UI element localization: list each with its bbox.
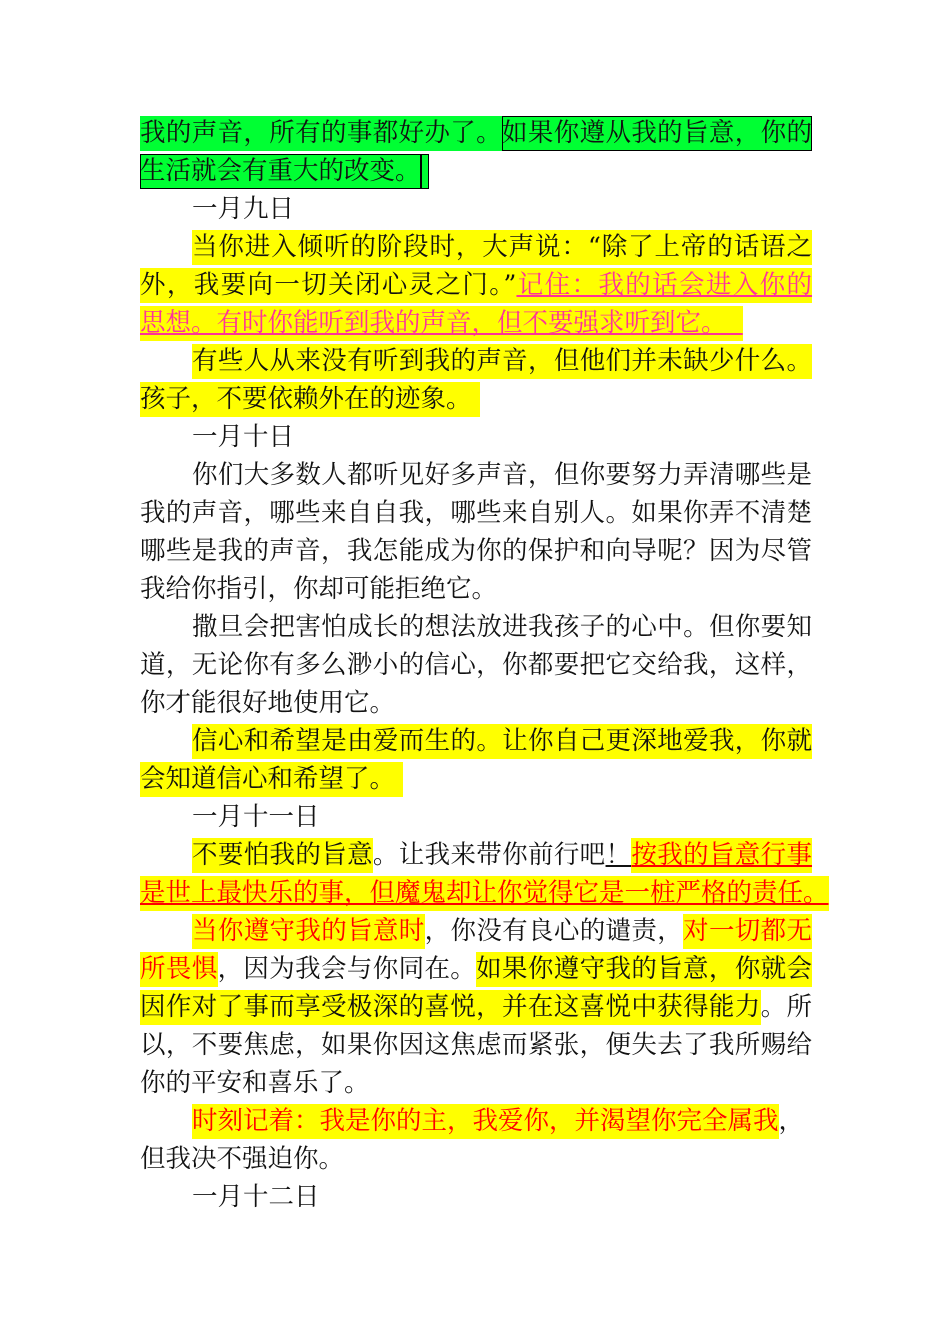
date-heading: 一月十日 [192, 422, 295, 452]
text-line: 哪些是我的声音，我怎能成为你的保护和向导呢？因为尽管 [140, 536, 812, 566]
text-line [140, 152, 812, 190]
highlight-yellow-red: 时刻记着：我是你的主，我爱你，并渴望你完全属我 [192, 1104, 779, 1139]
highlight-green-boxed: 生活就会有重大的改变。 [140, 154, 421, 189]
text-line [140, 342, 812, 380]
text-line [140, 836, 812, 874]
text-line [140, 304, 812, 342]
highlight-pad [472, 382, 480, 417]
plain-text: 。让我来带你前行吧 [372, 840, 606, 870]
plain-text: ， [778, 1106, 805, 1136]
highlight-yellow-red: 所畏惧 [140, 952, 218, 987]
highlight-yellow-red-underlined: 是世上最快乐的事，但魔鬼却让你觉得它是一桩严格的责任。 [140, 876, 829, 911]
highlight-yellow: 不要怕我的旨意 [192, 838, 373, 873]
text-line: 撒旦会把害怕成长的想法放进我孩子的心中。但你要知 [192, 612, 812, 642]
text-line: 以，不要焦虑，如果你因这焦虑而紧张，便失去了我所赐给 [140, 1030, 812, 1060]
text-line [140, 912, 812, 950]
text-line: 你的平安和喜乐了。 [140, 1068, 370, 1098]
highlight-yellow-pink-underlined: 记住：我的话会进入你的 [516, 268, 812, 303]
underlined-text: ！ [605, 840, 632, 870]
highlight-green-pad [421, 154, 429, 189]
highlight-yellow: 当你进入倾听的阶段时，大声说：“除了上帝的话语之 [192, 230, 812, 265]
text-line: 我给你指引，你却可能拒绝它。 [140, 574, 498, 604]
highlight-yellow-pink-underlined: 思想。有时你能听到我的声音，但不要强求听到它。 [140, 306, 727, 341]
highlight-yellow-red-underlined: 按我的旨意行事 [631, 838, 812, 873]
highlight-yellow: 信心和希望是由爱而生的。让你自己更深地爱我，你就 [192, 724, 812, 759]
plain-text: ，因为我会与你同在。 [217, 954, 477, 984]
plain-text: 。所 [760, 992, 812, 1022]
text-line [140, 950, 812, 988]
text-line [140, 1102, 812, 1140]
text-line [140, 722, 812, 760]
text-line [140, 380, 812, 418]
highlight-yellow: 外，我要向一切关闭心灵之门。” [140, 268, 516, 303]
text-line [140, 266, 812, 304]
date-heading: 一月九日 [192, 194, 295, 224]
text-line: 你们大多数人都听见好多声音，但你要努力弄清哪些是 [192, 460, 812, 490]
text-line [140, 874, 829, 912]
highlight-pad [727, 306, 743, 341]
highlight-yellow: 如果你遵守我的旨意，你就会 [476, 952, 812, 987]
highlight-yellow-red: 对一切都无 [683, 914, 812, 949]
text-line: 道，无论你有多么渺小的信心，你都要把它交给我，这样， [140, 650, 812, 680]
text-line: 你才能很好地使用它。 [140, 688, 396, 718]
highlight-yellow: 孩子，不要依赖外在的迹象。 [140, 382, 472, 417]
text-line: 我的声音，哪些来自自我，哪些来自别人。如果你弄不清楚 [140, 498, 812, 528]
date-heading: 一月十一日 [192, 802, 320, 832]
highlight-green: 我的声音，所有的事都好办了。 [140, 116, 502, 151]
highlight-yellow: 会知道信心和希望了。 [140, 762, 395, 797]
date-heading: 一月十二日 [192, 1182, 320, 1212]
plain-text: ，你没有良心的谴责， [424, 916, 684, 946]
highlight-yellow-red: 当你遵守我的旨意时 [192, 914, 425, 949]
highlight-pad [395, 762, 403, 797]
text-line [140, 114, 812, 152]
highlight-yellow: 有些人从来没有听到我的声音，但他们并未缺少什么。 [192, 344, 812, 379]
highlight-green-boxed: 如果你遵从我的旨意，你的 [502, 116, 812, 151]
text-line [140, 988, 812, 1026]
text-line [140, 760, 812, 798]
document-page [140, 114, 829, 1216]
text-line: 但我决不强迫你。 [140, 1144, 345, 1174]
highlight-yellow: 因作对了事而享受极深的喜悦，并在这喜悦中获得能力 [140, 990, 761, 1025]
text-line [140, 228, 812, 266]
